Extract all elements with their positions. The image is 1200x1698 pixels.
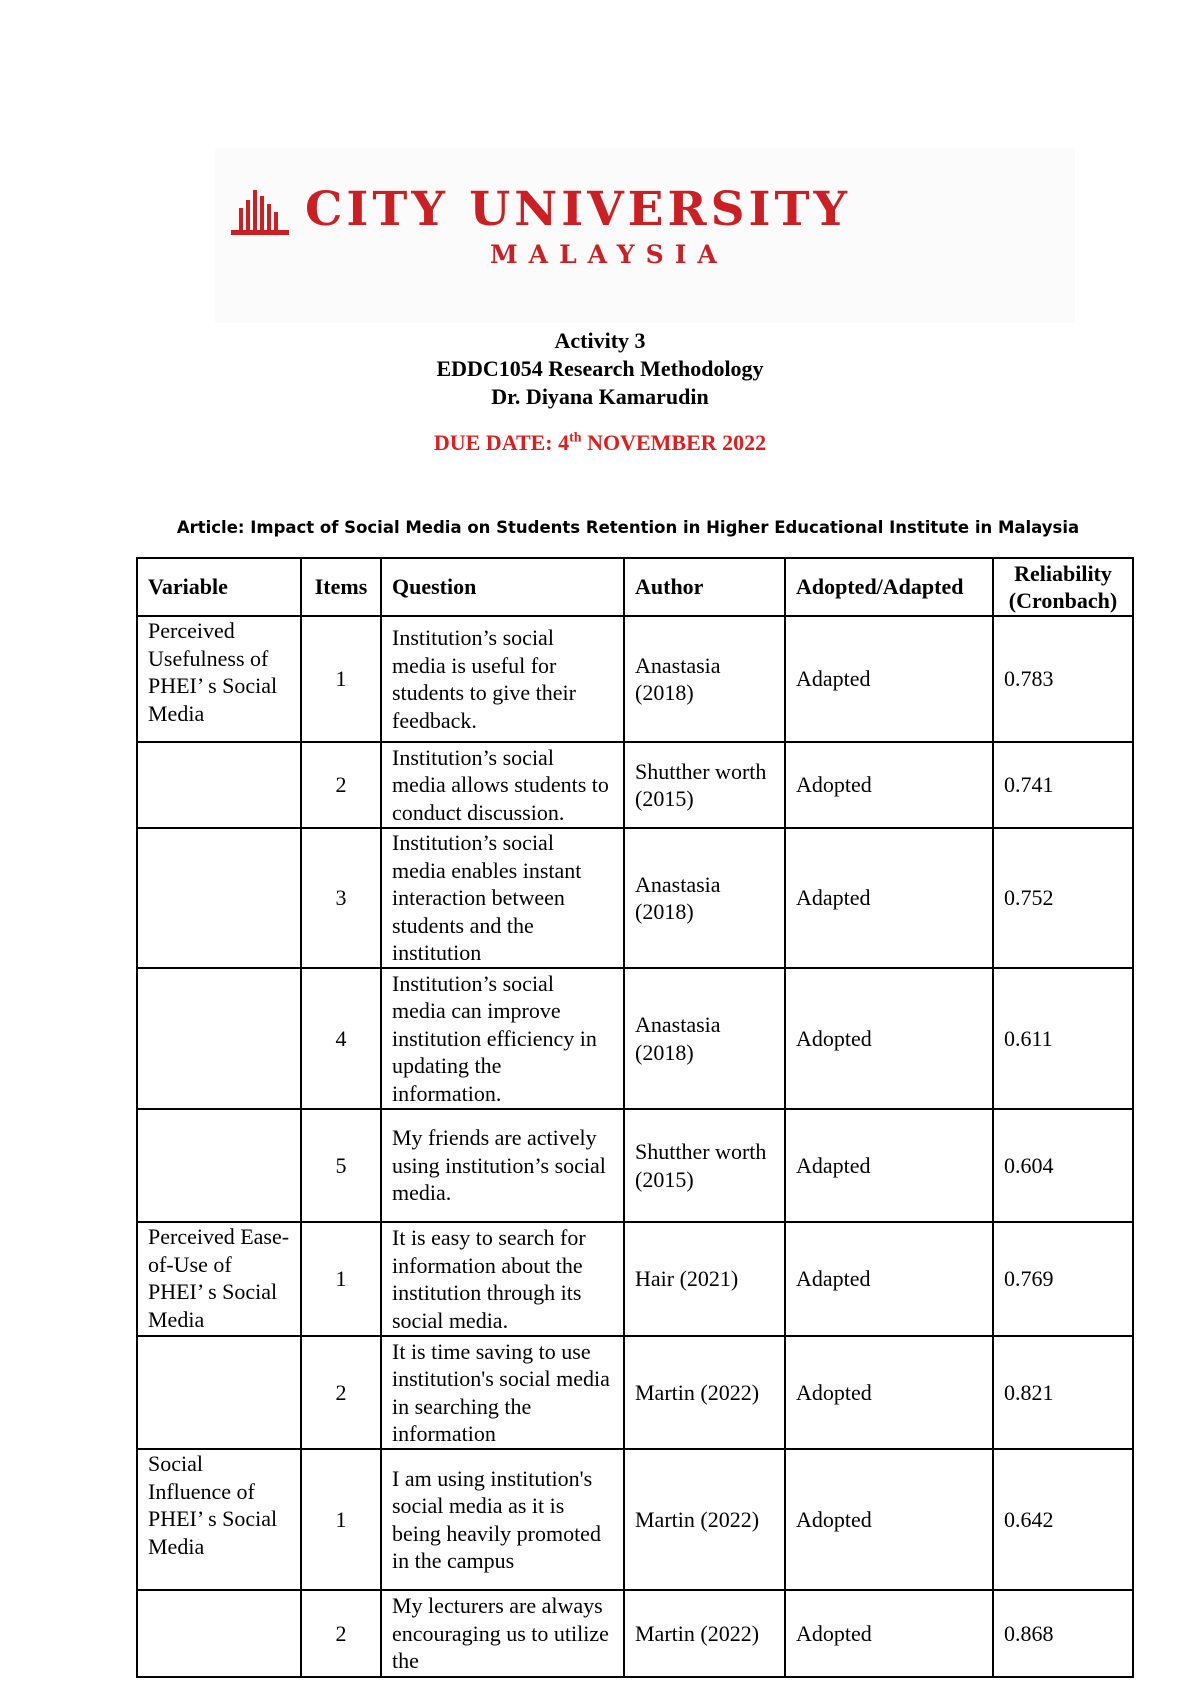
header-items: Items xyxy=(301,558,381,616)
header-author: Author xyxy=(624,558,785,616)
cell-question: My friends are actively using institution’s social media. xyxy=(381,1109,624,1222)
header-reliability xyxy=(993,558,1133,616)
cell-author: Martin (2022) xyxy=(624,1336,785,1449)
cell-item: 4 xyxy=(301,968,381,1109)
cell-question: Institution’s social media allows students to conduct discussion. xyxy=(381,742,624,828)
cell-variable xyxy=(137,1590,301,1677)
cell-author: Anastasia (2018) xyxy=(624,616,785,742)
header-question: Question xyxy=(381,558,624,616)
due-date-prefix: DUE DATE: 4 xyxy=(433,430,570,455)
cell-reliability: 0.611 xyxy=(993,968,1133,1109)
cell-item: 1 xyxy=(301,1222,381,1336)
items-table xyxy=(136,557,1134,1678)
cell-author: Anastasia (2018) xyxy=(624,968,785,1109)
cell-item: 1 xyxy=(301,616,381,742)
cell-adopted: Adopted xyxy=(785,1449,993,1590)
cell-author: Shutther worth (2015) xyxy=(624,1109,785,1222)
cell-adopted: Adapted xyxy=(785,616,993,742)
cell-reliability: 0.642 xyxy=(993,1449,1133,1590)
cell-item: 2 xyxy=(301,1336,381,1449)
building-icon xyxy=(229,186,291,236)
cell-reliability: 0.741 xyxy=(993,742,1133,828)
cell-question: Institution’s social media can improve institution efficiency in updating the information. xyxy=(381,968,624,1109)
cell-reliability: 0.752 xyxy=(993,828,1133,968)
cell-author: Martin (2022) xyxy=(624,1449,785,1590)
logo-subtitle: MALAYSIA xyxy=(490,240,728,269)
cell-item: 1 xyxy=(301,1449,381,1590)
due-date-suffix: NOVEMBER 2022 xyxy=(581,430,767,455)
cell-question: Institution’s social media enables instant interaction between students and the institution xyxy=(381,828,624,968)
table-row xyxy=(137,1590,1133,1677)
cell-variable: Perceived Usefulness of PHEI’ s Social Media xyxy=(137,616,301,742)
cell-variable xyxy=(137,1336,301,1449)
cell-author: Martin (2022) xyxy=(624,1590,785,1677)
logo-title: CITY UNIVERSITY xyxy=(305,182,852,237)
cell-item: 5 xyxy=(301,1109,381,1222)
university-logo xyxy=(215,148,1075,323)
table-row xyxy=(137,742,1133,828)
cell-adopted: Adapted xyxy=(785,1222,993,1336)
header-reliability-line1: Reliability xyxy=(1014,561,1112,586)
cell-question: I am using institution's social media as it is being heavily promoted in the campus xyxy=(381,1449,624,1590)
cell-author: Hair (2021) xyxy=(624,1222,785,1336)
cell-question: Institution’s social media is useful for students to give their feedback. xyxy=(381,616,624,742)
cell-question: It is easy to search for information about the institution through its social media. xyxy=(381,1222,624,1336)
cell-reliability: 0.604 xyxy=(993,1109,1133,1222)
activity-title: Activity 3 xyxy=(554,328,646,353)
table-row xyxy=(137,968,1133,1109)
cell-variable xyxy=(137,968,301,1109)
cell-reliability: 0.821 xyxy=(993,1336,1133,1449)
table-row xyxy=(137,1336,1133,1449)
cell-author: Anastasia (2018) xyxy=(624,828,785,968)
cell-adopted: Adopted xyxy=(785,1590,993,1677)
lecturer-name: Dr. Diyana Kamarudin xyxy=(491,384,709,409)
cell-variable xyxy=(137,742,301,828)
due-date-ordinal: th xyxy=(569,430,582,446)
table-row xyxy=(137,616,1133,742)
cell-variable: Perceived Ease-of-Use of PHEI’ s Social Media xyxy=(137,1222,301,1336)
cell-reliability: 0.769 xyxy=(993,1222,1133,1336)
cell-reliability: 0.783 xyxy=(993,616,1133,742)
table-row xyxy=(137,1222,1133,1336)
header-adopted: Adopted/Adapted xyxy=(785,558,993,616)
cell-variable: Social Influence of PHEI’ s Social Media xyxy=(137,1449,301,1590)
table-row xyxy=(137,1449,1133,1590)
cell-adopted: Adopted xyxy=(785,1336,993,1449)
cell-author: Shutther worth (2015) xyxy=(624,742,785,828)
course-title: EDDC1054 Research Methodology xyxy=(436,356,764,381)
cell-reliability: 0.868 xyxy=(993,1590,1133,1677)
cell-variable xyxy=(137,828,301,968)
cell-item: 2 xyxy=(301,742,381,828)
header-variable: Variable xyxy=(137,558,301,616)
table-header-row xyxy=(137,558,1133,616)
cell-adopted: Adopted xyxy=(785,968,993,1109)
cell-item: 2 xyxy=(301,1590,381,1677)
cell-adopted: Adapted xyxy=(785,1109,993,1222)
cell-variable xyxy=(137,1109,301,1222)
cell-item: 3 xyxy=(301,828,381,968)
cell-adopted: Adapted xyxy=(785,828,993,968)
header-reliability-line2: (Cronbach) xyxy=(1008,588,1118,613)
cell-adopted: Adopted xyxy=(785,742,993,828)
cell-question: It is time saving to use institution's social media in searching the information xyxy=(381,1336,624,1449)
table-row xyxy=(137,828,1133,968)
article-title: Article: Impact of Social Media on Students Retention in Higher Educational Institute in Malaysia xyxy=(176,518,1080,537)
due-date xyxy=(0,430,1200,456)
cell-question: My lecturers are always encouraging us to utilize the xyxy=(381,1590,624,1677)
table-row xyxy=(137,1109,1133,1222)
